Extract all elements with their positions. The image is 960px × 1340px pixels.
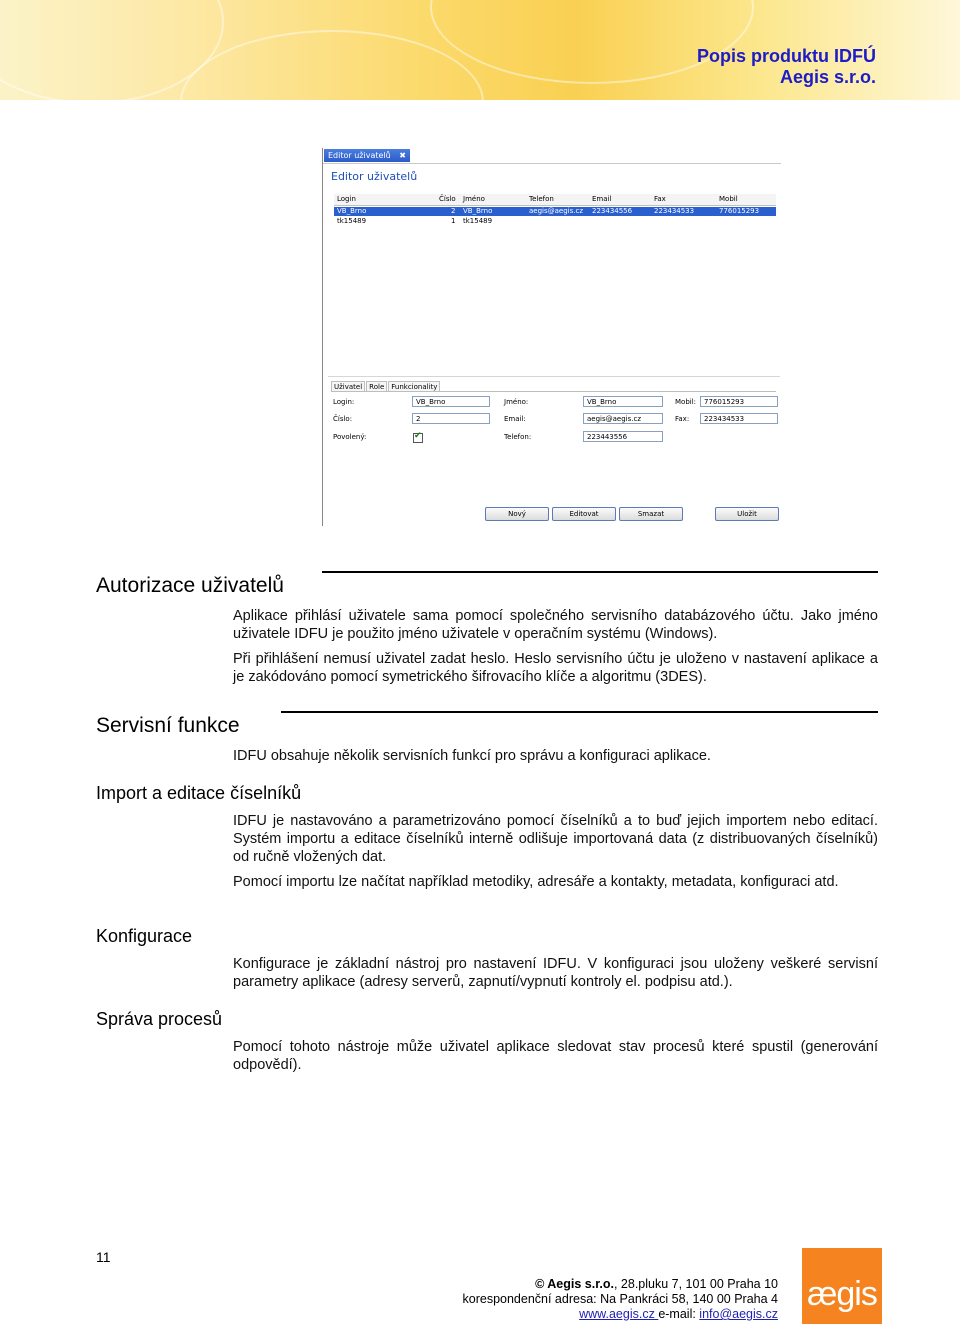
footer-email-label: e-mail:: [658, 1307, 700, 1321]
cell-login: tk15489: [337, 217, 367, 225]
footer-corr-address: korespondenční adresa: Na Pankráci 58, 140 00 Praha 4: [462, 1292, 778, 1306]
email-field[interactable]: aegis@aegis.cz: [583, 413, 663, 424]
editor-title: Editor uživatelů: [331, 170, 418, 183]
check-icon: ✔: [414, 431, 422, 441]
povoleny-label: Povolený:: [333, 433, 367, 441]
column-header[interactable]: Mobil: [719, 195, 738, 203]
cell-login: VB_Brno: [337, 207, 367, 215]
cislo-label: Číslo:: [333, 415, 353, 423]
table-row[interactable]: [334, 207, 776, 216]
cell-cislo: 2: [451, 207, 456, 215]
cislo-field[interactable]: 2: [412, 413, 490, 424]
column-header[interactable]: Telefon: [529, 195, 554, 203]
header-title: [697, 46, 876, 88]
paragraph: IDFU je nastavováno a parametrizováno pomocí číselníků a to buď jejich importem nebo editací. Systém importu a editace číselníků interně odlišuje importovaná data (z distribuovaných číselníků) od ručně vložených dat.: [233, 813, 878, 865]
paragraph: Při přihlášení nemusí uživatel zadat heslo. Heslo servisního účtu je uloženo v nastavení aplikace a je zakódováno pomocí symetrického šifrovacího klíče a algoritmu (3DES).: [233, 651, 878, 685]
paragraph: Pomocí importu lze načítat například metodiky, adresáře a kontakty, metadata, konfiguraci atd.: [233, 874, 839, 890]
fax-field[interactable]: 223434533: [700, 413, 778, 424]
cell-fax2: 223434533: [654, 207, 695, 215]
user-grid-header: [334, 194, 776, 206]
login-field[interactable]: VB_Brno: [412, 396, 490, 407]
fax-label: Fax:: [675, 415, 690, 423]
tab-role[interactable]: Role: [366, 381, 387, 392]
heading-konfigurace: Konfigurace: [96, 926, 193, 946]
column-header[interactable]: Login: [337, 195, 356, 203]
column-header[interactable]: Jméno: [463, 195, 485, 203]
mobil-label: Mobil:: [675, 398, 697, 406]
header-title-line1: Popis produktu IDFÚ: [697, 46, 876, 66]
delete-button[interactable]: Smazat: [619, 507, 683, 521]
heading-import: Import a editace číselníků: [96, 783, 302, 803]
column-header[interactable]: Číslo: [439, 195, 456, 203]
save-button[interactable]: Uložit: [715, 507, 779, 521]
logo-text: ægis: [807, 1275, 877, 1313]
footer-line1: [463, 1277, 779, 1292]
section-rule: [322, 571, 878, 573]
detail-tabs: [331, 381, 441, 391]
editor-screenshot: [322, 148, 781, 526]
telefon-label: Telefon:: [504, 433, 532, 441]
jmeno-field[interactable]: VB_Brno: [583, 396, 663, 407]
cell-jmeno: tk15489: [463, 217, 493, 225]
grid-divider: [328, 376, 780, 377]
footer-line3: [463, 1307, 779, 1322]
footer-email-link[interactable]: info@aegis.cz: [699, 1307, 778, 1321]
cell-mobil: 776015293: [719, 207, 760, 215]
cell-fax: 223434556: [592, 207, 633, 215]
column-header[interactable]: Email: [592, 195, 612, 203]
page-number: 11: [96, 1249, 111, 1265]
new-button[interactable]: Nový: [485, 507, 549, 521]
heading-servisni-funkce: Servisní funkce: [96, 714, 240, 737]
paragraph: Pomocí tohoto nástroje může uživatel aplikace sledovat stav procesů které spustil (generování odpovědí).: [233, 1039, 878, 1073]
heading-sprava-procesu: Správa procesů: [96, 1009, 223, 1029]
footer-address: [463, 1277, 779, 1322]
header-title-line2: Aegis s.r.o.: [779, 67, 876, 87]
tab-funkcionality[interactable]: Funkcionality: [388, 381, 440, 392]
column-header[interactable]: Fax: [654, 195, 666, 203]
edit-button[interactable]: Editovat: [552, 507, 616, 521]
cell-email: aegis@aegis.cz: [529, 207, 584, 215]
tab-editor-uzivatelu[interactable]: [324, 149, 410, 162]
table-row[interactable]: [334, 217, 776, 226]
footer-address-line: , 28.pluku 7, 101 00 Praha 10: [613, 1277, 778, 1291]
footer-web-link[interactable]: www.aegis.cz: [579, 1307, 659, 1321]
cell-jmeno: VB_Brno: [463, 207, 493, 215]
paragraph: Aplikace přihlásí uživatele sama pomocí společného servisního databázového účtu. Jako jméno uživatele IDFU je použito jméno uživatele v operačním systému (Windows).: [233, 608, 878, 642]
section-rule: [281, 711, 878, 713]
close-icon[interactable]: ✖: [399, 151, 406, 160]
login-label: Login:: [333, 398, 355, 406]
cell-cislo: 1: [451, 217, 456, 225]
heading-autorizace: Autorizace uživatelů: [96, 574, 284, 597]
paragraph: IDFU obsahuje několik servisních funkcí pro správu a konfiguraci aplikace.: [233, 748, 711, 764]
detail-tabs-divider: [331, 391, 776, 392]
tab-label: Editor uživatelů: [328, 151, 391, 160]
email-label: Email:: [504, 415, 526, 423]
mobil-field[interactable]: 776015293: [700, 396, 778, 407]
jmeno-label: Jméno:: [504, 398, 529, 406]
telefon-field[interactable]: 223443556: [583, 431, 663, 442]
footer-company: © Aegis s.r.o.: [535, 1277, 614, 1291]
window-tab-strip: [323, 148, 781, 164]
aegis-logo: [802, 1248, 882, 1324]
paragraph: Konfigurace je základní nástroj pro nastavení IDFU. V konfiguraci jsou uloženy veškeré servisní parametry aplikace (adresy serverů, zapnutí/vypnutí kontroly el. podpisu atd.).: [233, 956, 878, 990]
tab-uzivatel[interactable]: Uživatel: [331, 381, 365, 392]
povoleny-checkbox[interactable]: [413, 433, 423, 443]
